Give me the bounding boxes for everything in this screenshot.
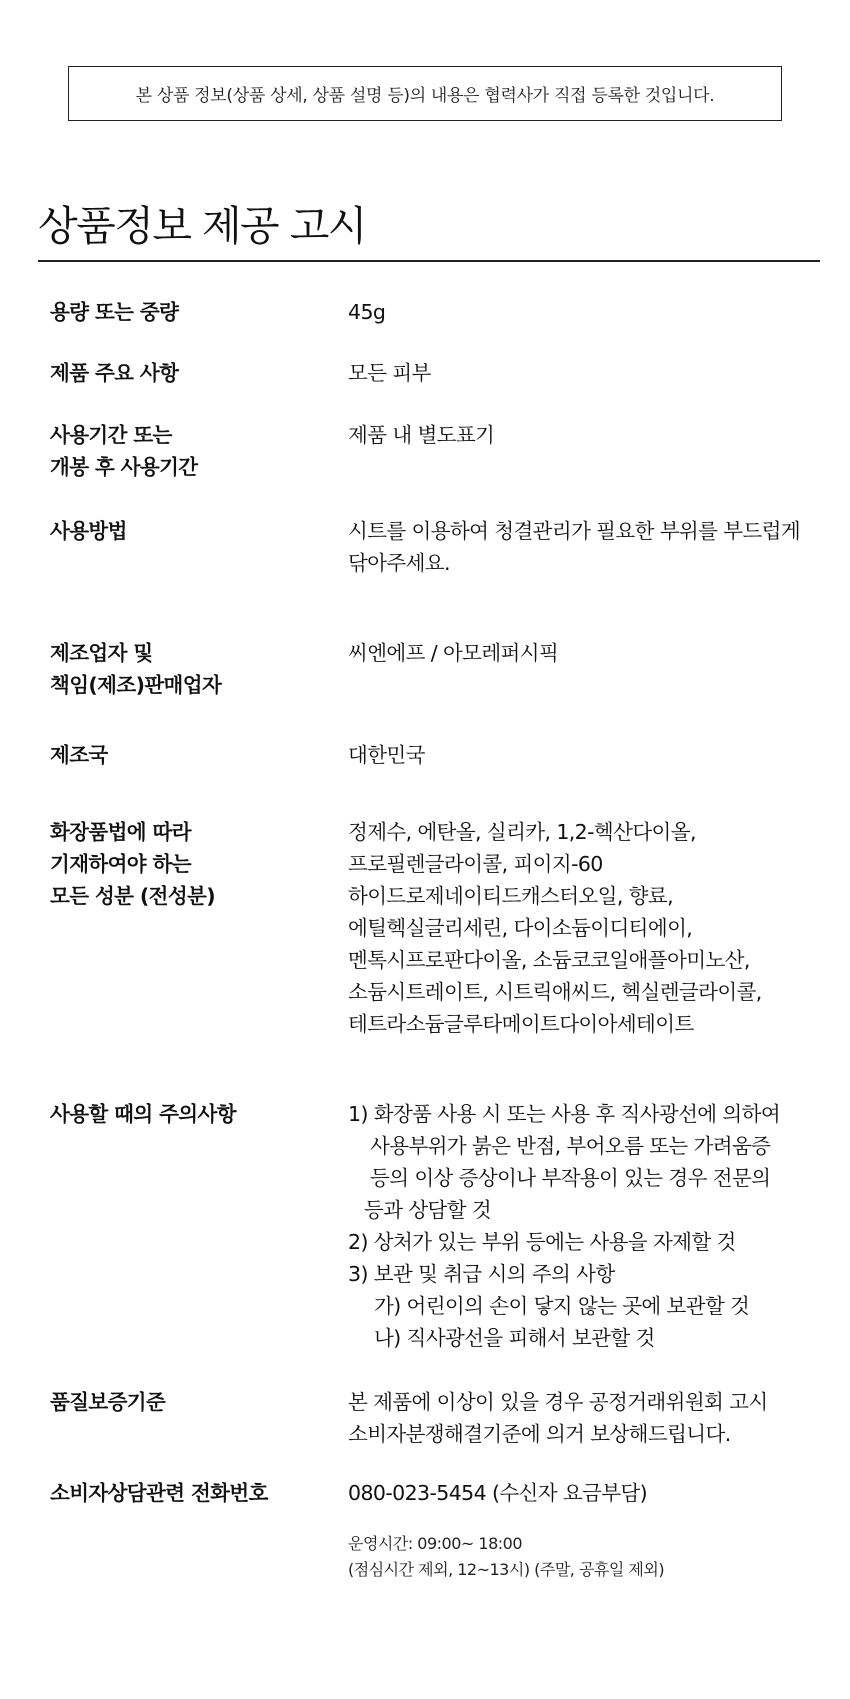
row-value: 대한민국 [348,743,425,767]
phone-number: 080-023-5454 (수신자 요금부담) [348,1481,648,1505]
row-label: 사용기간 또는 개봉 후 사용기간 [50,423,198,479]
row-label: 용량 또는 중량 [50,300,179,324]
row-label: 사용할 때의 주의사항 [50,1102,236,1126]
row-label: 제조국 [50,743,108,767]
row-value: 제품 내 별도표기 [348,423,495,447]
notice-box [68,66,782,121]
row-value: 정제수, 에탄올, 실리카, 1,2-헥산다이올, 프로필렌글라이콜, 피이지-60 하이드로제네이티드캐스터오일, 향료, 에틸헥실글리세린, 다이소듐이디티에이, 멘톡시프로판다이올, 소듐코코일애플아미노산, 소듐시트레이트, 시트릭애씨드, 헥실렌글라이콜, 테트라소듐글루타메이트다이아세테이트 [348,820,762,1036]
caution-list [348,1098,828,1354]
row-label: 화장품법에 따라 기재하여야 하는 모든 성분 (전성분) [50,820,216,908]
caution-item: 등과 상담할 것 [364,1198,492,1222]
row-value: 시트를 이용하여 청결관리가 필요한 부위를 부드럽게 닦아주세요. [348,519,801,575]
caution-item: 등의 이상 증상이나 부작용이 있는 경우 전문의 [370,1166,771,1190]
page-title: 상품정보 제공 고시 [38,202,366,250]
caution-item: 나) 직사광선을 피해서 보관할 것 [374,1326,655,1350]
caution-item: 1) 화장품 사용 시 또는 사용 후 직사광선에 의하여 [348,1102,781,1126]
row-label: 사용방법 [50,519,127,543]
operating-hours: 운영시간: 09:00~ 18:00 (점심시간 제외, 12~13시) (주말, 공휴일 제외) [348,1534,665,1579]
caution-item: 2) 상처가 있는 부위 등에는 사용을 자제할 것 [348,1230,736,1254]
row-label: 제조업자 및 책임(제조)판매업자 [50,641,222,697]
row-value: 45g [348,300,386,324]
caution-item: 가) 어린이의 손이 닿지 않는 곳에 보관할 것 [374,1294,750,1318]
row-value: 모든 피부 [348,361,431,385]
caution-item: 사용부위가 붉은 반점, 부어오름 또는 가려움증 [370,1134,771,1158]
row-value: 본 제품에 이상이 있을 경우 공정거래위원회 고시 소비자분쟁해결기준에 의거 보상해드립니다. [348,1390,768,1446]
row-label: 제품 주요 사항 [50,361,179,385]
caution-item: 3) 보관 및 취급 시의 주의 사항 [348,1262,615,1286]
notice-text: 본 상품 정보(상품 상세, 상품 설명 등)의 내용은 협력사가 직접 등록한 것입니다. [135,86,715,106]
row-value: 씨엔에프 / 아모레퍼시픽 [348,641,559,665]
row-label: 소비자상담관련 전화번호 [50,1481,268,1505]
title-divider [38,260,820,262]
row-label: 품질보증기준 [50,1390,166,1414]
